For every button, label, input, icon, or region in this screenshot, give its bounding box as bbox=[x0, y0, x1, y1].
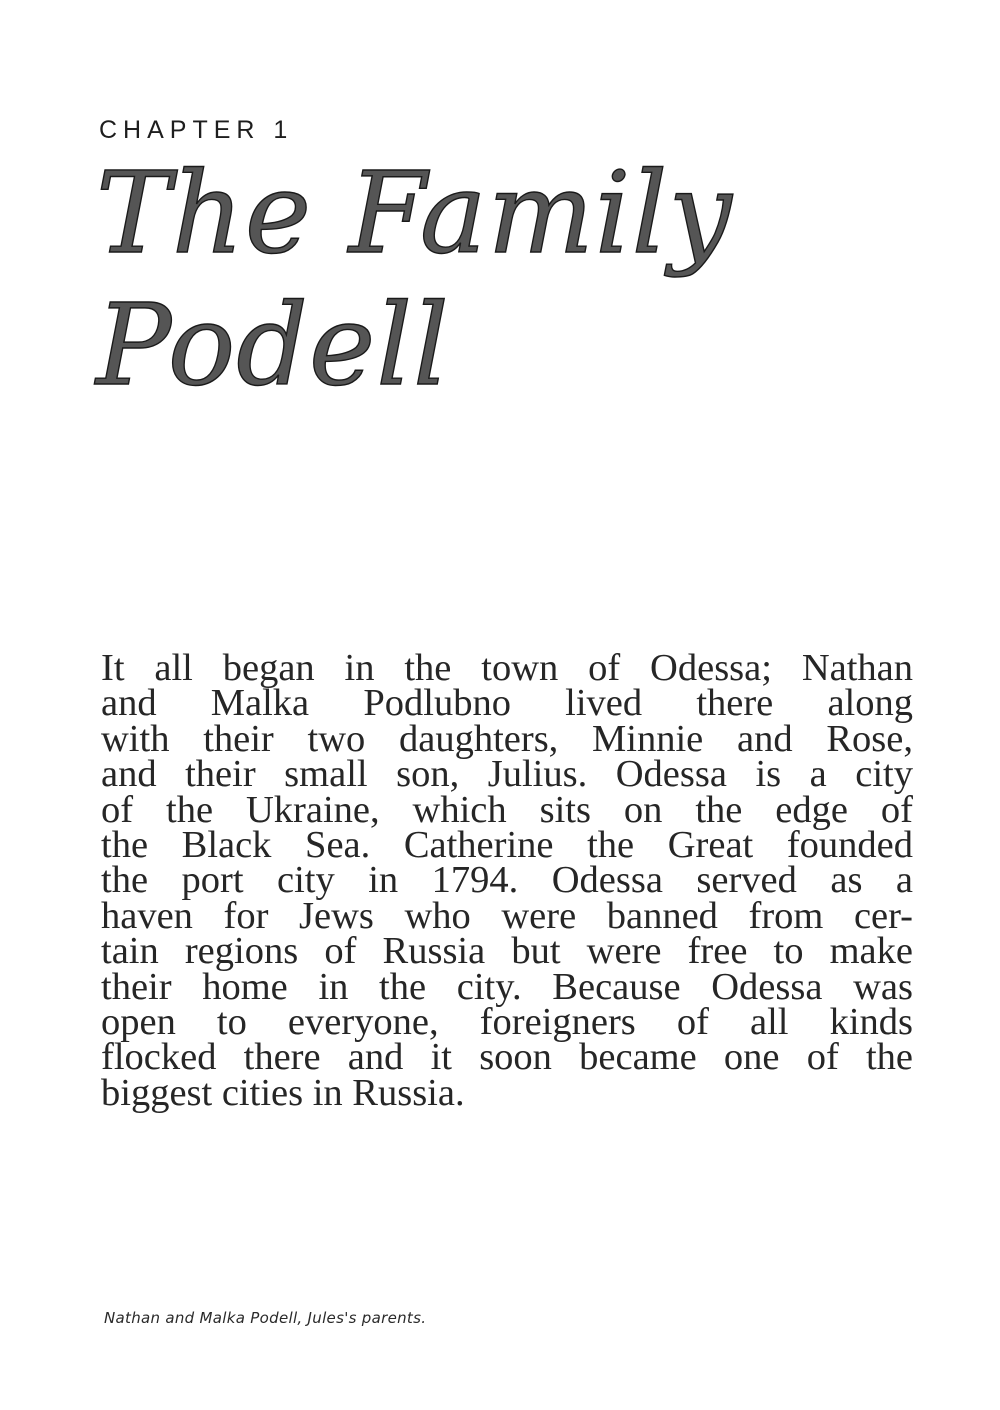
body-line: of the Ukraine, which sits on the edge of bbox=[101, 788, 913, 831]
chapter-title-line-1: The Family bbox=[96, 149, 733, 279]
body-line: their home in the city. Because Odessa was bbox=[101, 965, 913, 1008]
body-line: the Black Sea. Catherine the Great founded bbox=[101, 823, 913, 866]
body-line: It all began in the town of Odessa; Nathan bbox=[101, 647, 913, 689]
body-line: with their two daughters, Minnie and Rose, bbox=[101, 717, 913, 760]
photo-caption: Nathan and Malka Podell, Jules's parents. bbox=[104, 1309, 427, 1327]
body-line: open to everyone, foreigners of all kinds bbox=[101, 1000, 913, 1043]
body-line: biggest cities in Russia. bbox=[101, 1071, 465, 1114]
chapter-title-line-2: Podell bbox=[96, 281, 450, 411]
body-line: and their small son, Julius. Odessa is a city bbox=[101, 753, 913, 796]
body-paragraph bbox=[101, 647, 913, 1114]
body-line: flocked there and it soon became one of the bbox=[101, 1036, 913, 1079]
body-line: and Malka Podlubno lived there along bbox=[101, 682, 913, 725]
body-line: the port city in 1794. Odessa served as a bbox=[101, 859, 913, 902]
chapter-label: CHAPTER 1 bbox=[99, 116, 294, 144]
body-line: haven for Jews who were banned from cer- bbox=[101, 894, 913, 937]
body-line: tain regions of Russia but were free to make bbox=[101, 930, 913, 973]
